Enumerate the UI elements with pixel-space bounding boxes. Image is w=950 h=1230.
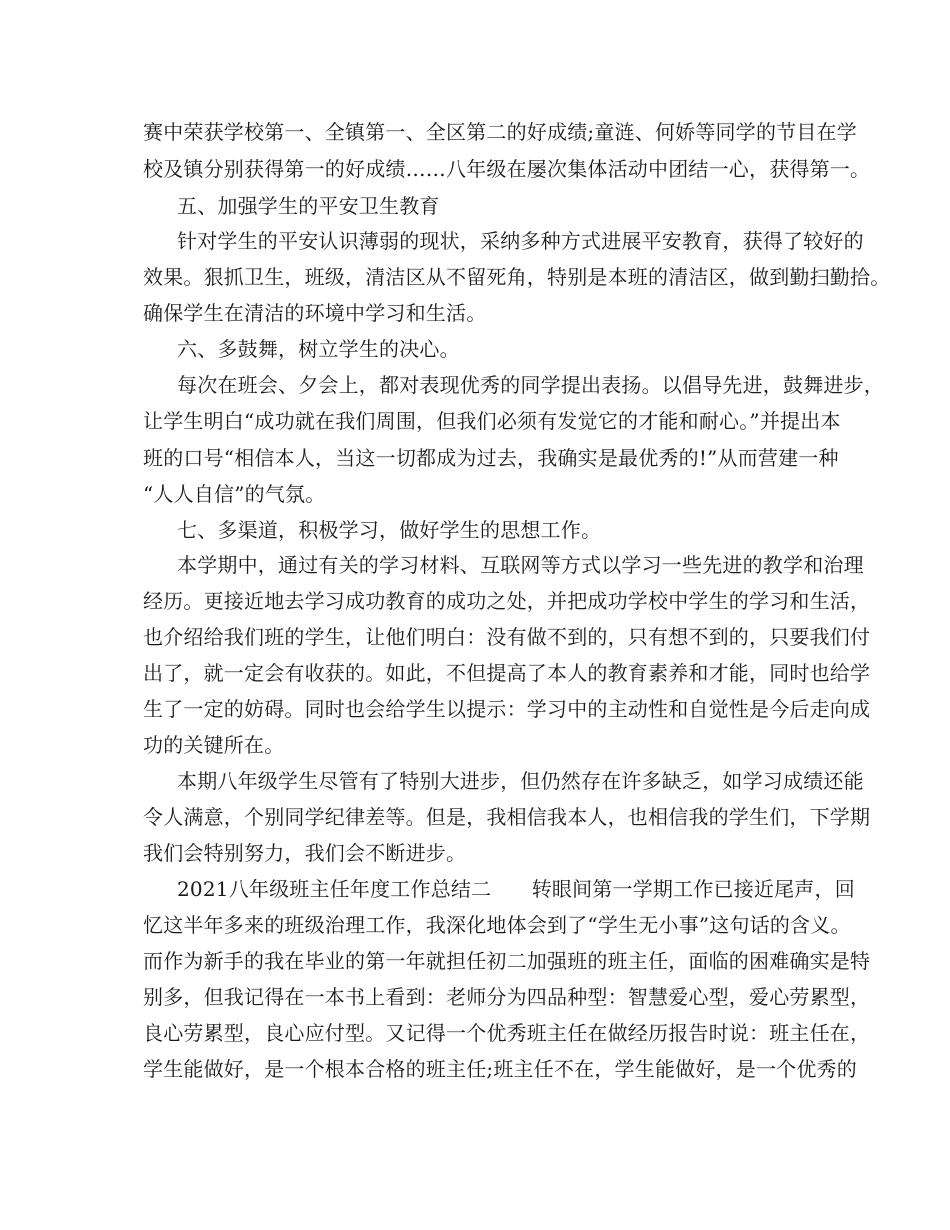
text-line: “人人自信”的气氛。 <box>143 482 326 506</box>
text-line: 也介绍给我们班的学生，让他们明白：没有做不到的，只有想不到的，只要我们付 <box>143 625 871 649</box>
text-line: 本期八年级学生尽管有了特别大进步，但仍然存在许多缺乏，如学习成绩还能 <box>177 769 864 793</box>
text-line: 出了，就一定会有收获的。如此，不但提高了本人的教育素养和才能，同时也给学 <box>143 661 871 685</box>
text-line: 赛中荣获学校第一、全镇第一、全区第二的好成绩;童涟、何娇等同学的节目在学 <box>143 120 857 144</box>
text-line: 而作为新手的我在毕业的第一年就担任初二加强班的班主任，面临的困难确实是特 <box>143 949 871 973</box>
section-heading: 七、多渠道，积极学习，做好学生的思想工作。 <box>177 518 602 542</box>
text-line: 经历。更接近地去学习成功教育的成功之处，并把成功学校中学生的学习和生活， <box>143 589 871 613</box>
section-heading: 五、加强学生的平安卫生教育 <box>177 194 440 218</box>
text-line: 每次在班会、夕会上，都对表现优秀的同学提出表扬。以倡导先进，鼓舞进步， <box>177 373 884 397</box>
text-line: 良心劳累型，良心应付型。又记得一个优秀班主任在做经历报告时说：班主任在， <box>143 1021 871 1045</box>
text-line: 2021八年级班主任年度工作总结二 转眼间第一学期工作已接近尾声，回 <box>177 877 855 901</box>
text-line: 忆这半年多来的班级治理工作，我深化地体会到了“学生无小事”这句话的含义。 <box>143 913 851 937</box>
text-line: 我们会特别努力，我们会不断进步。 <box>143 841 467 865</box>
text-line: 针对学生的平安认识薄弱的现状，采纳多种方式进展平安教育，获得了较好的 <box>177 229 864 253</box>
section-heading: 六、多鼓舞，树立学生的决心。 <box>177 337 460 361</box>
text-line: 令人满意，个别同学纪律差等。但是，我相信我本人，也相信我的学生们，下学期 <box>143 805 871 829</box>
text-line: 让学生明白“成功就在我们周围，但我们必须有发觉它的才能和耐心。”并提出本 <box>143 409 841 433</box>
text-line: 效果。狠抓卫生，班级，清洁区从不留死角，特别是本班的清洁区，做到勤扫勤拾。 <box>143 265 891 289</box>
text-line: 班的口号“相信本人，当这一切都成为过去，我确实是最优秀的!”从而营建一种 <box>143 446 839 470</box>
text-line: 学生能做好，是一个根本合格的班主任;班主任不在，学生能做好，是一个优秀的 <box>143 1057 857 1081</box>
text-line: 确保学生在清洁的环境中学习和生活。 <box>143 301 487 325</box>
text-line: 生了一定的妨碍。同时也会给学生以提示：学习中的主动性和自觉性是今后走向成 <box>143 697 871 721</box>
text-line: 本学期中，通过有关的学习材料、互联网等方式以学习一些先进的教学和治理 <box>177 553 864 577</box>
text-line: 功的关键所在。 <box>143 733 285 757</box>
text-line: 校及镇分别获得第一的好成绩……八年级在屡次集体活动中团结一心，获得第一。 <box>143 157 871 181</box>
text-line: 别多，但我记得在一本书上看到：老师分为四品种型：智慧爱心型，爱心劳累型， <box>143 985 871 1009</box>
